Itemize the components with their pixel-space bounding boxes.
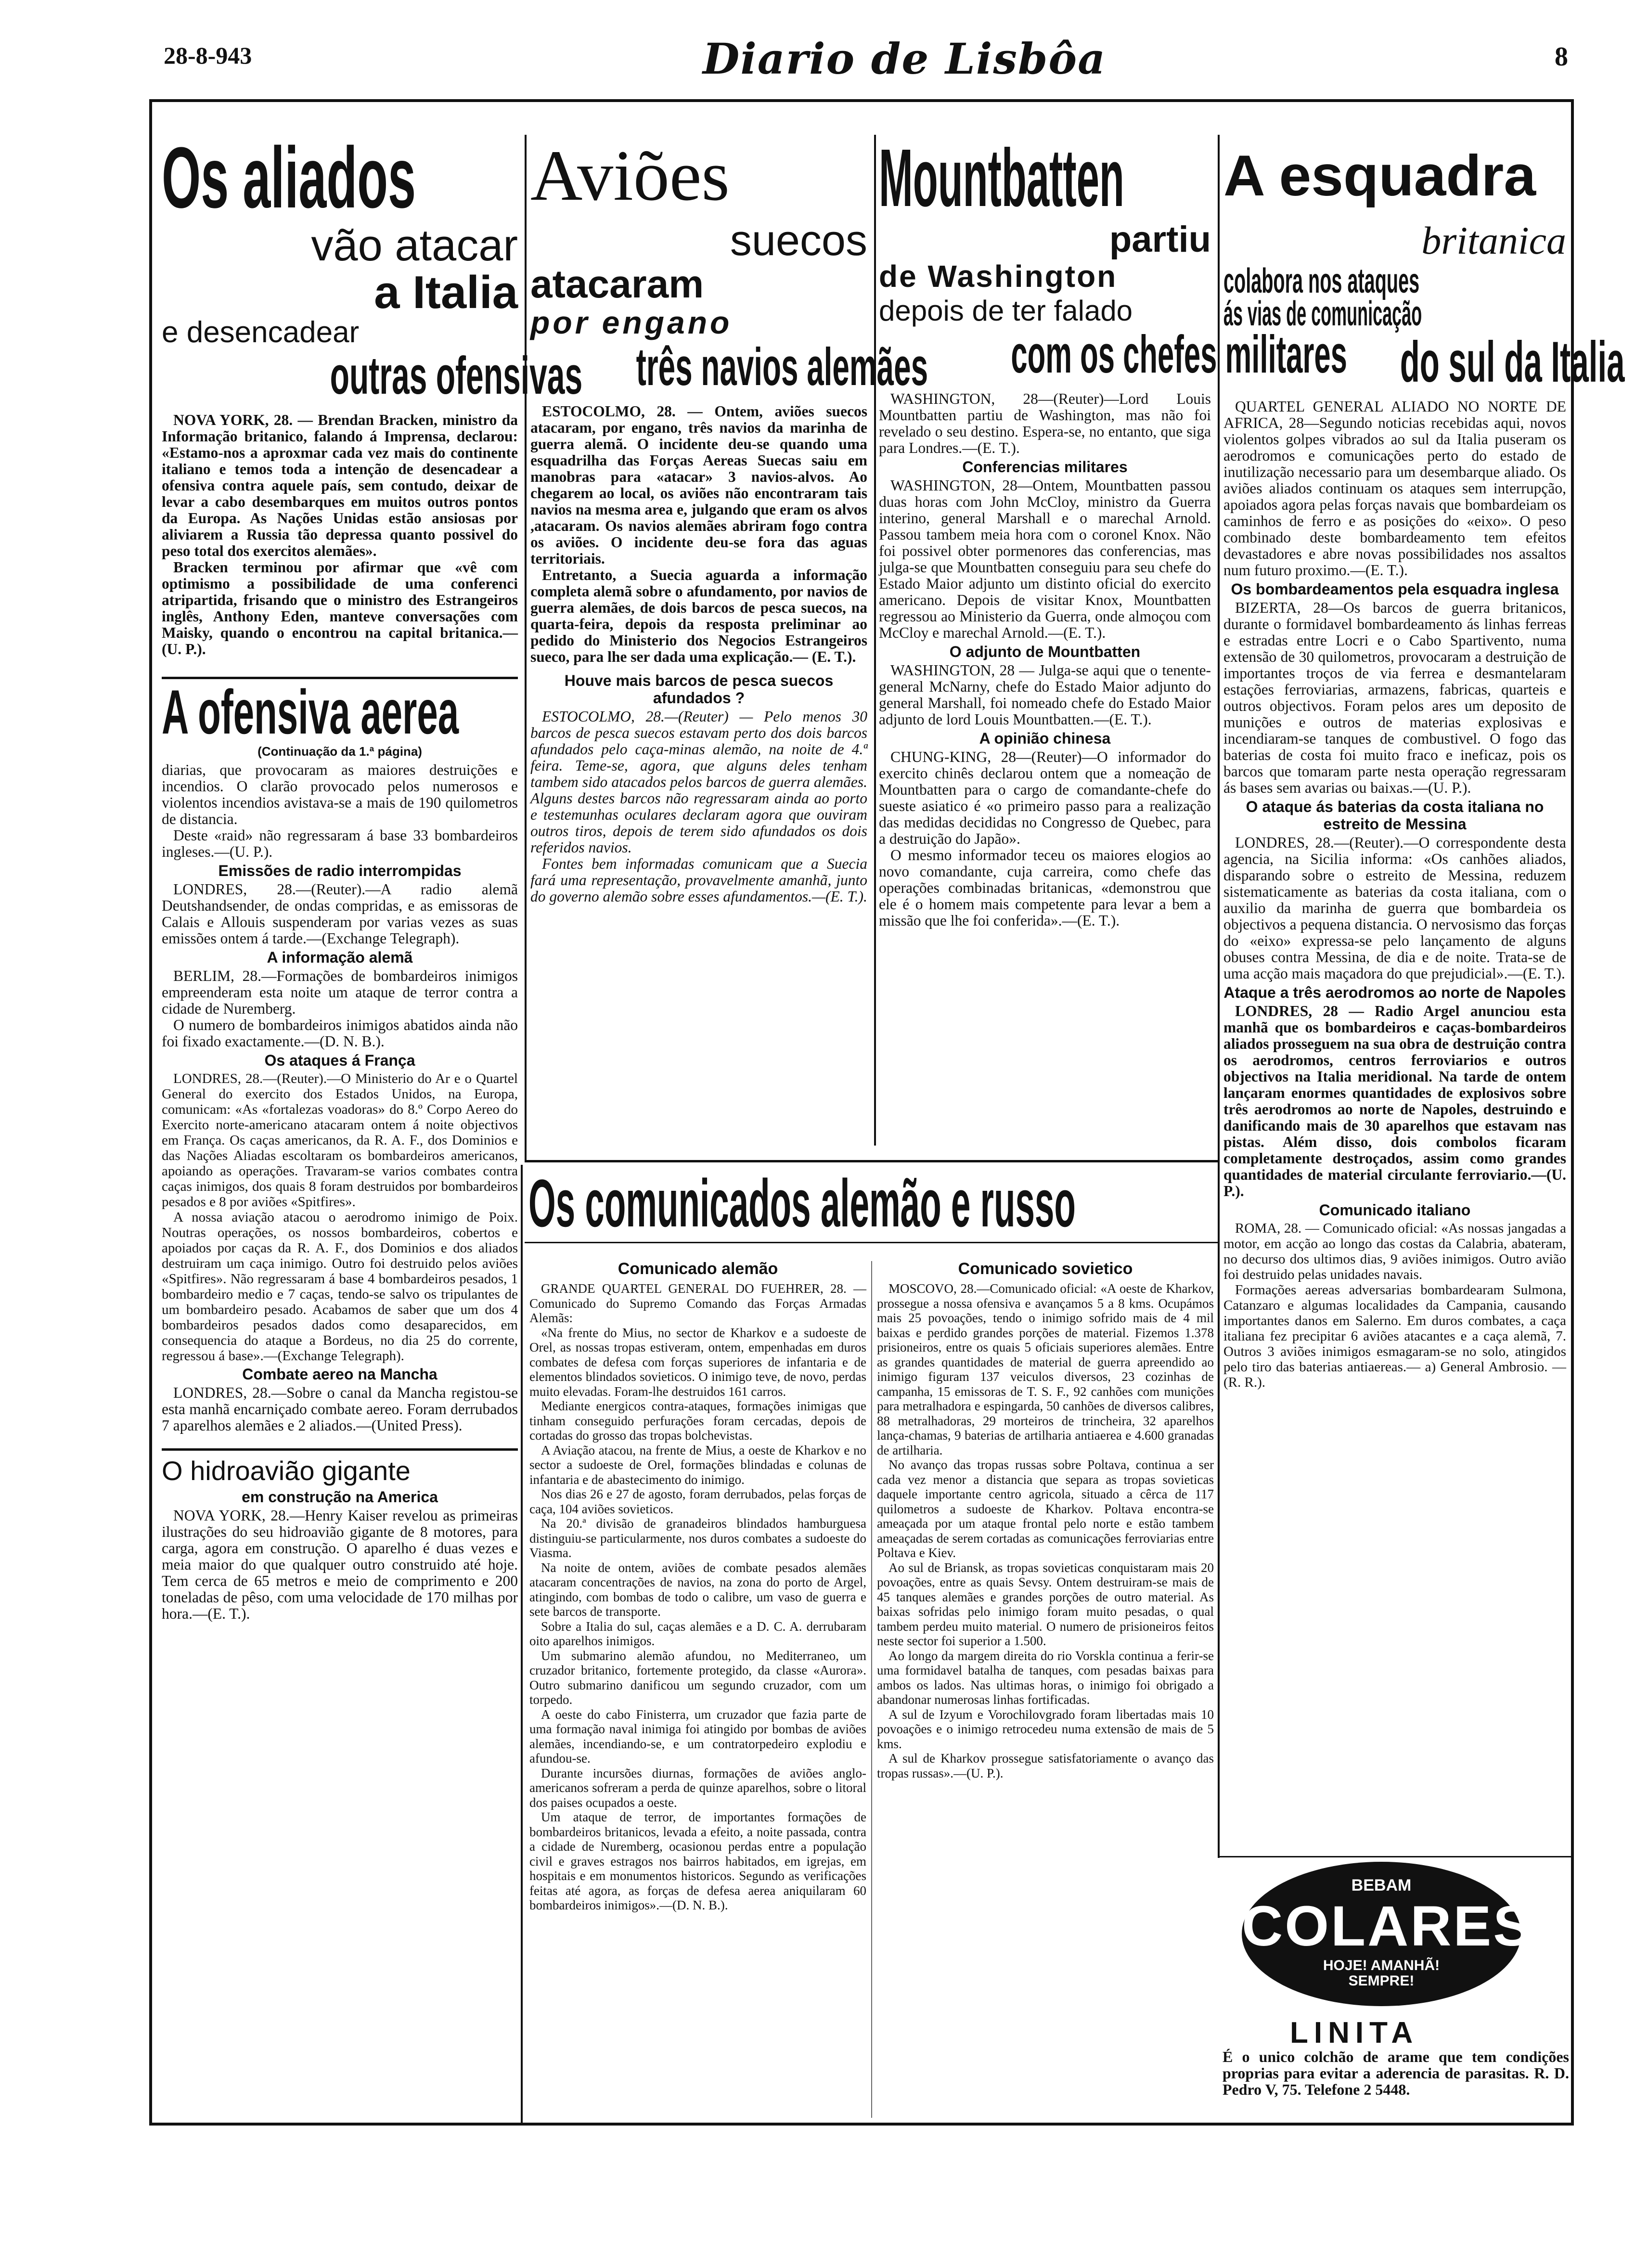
article-body: A sul de Kharkov prossegue satisfatoriamente o avanço das tropas russas».—(U. P.). — [877, 1751, 1214, 1780]
article-body: Entretanto, a Suecia aguarda a informação completa alemã sobre o afundamento, por navios de guerra alemães, de dois barcos de pesca suecos, na quarta-feira, depois da resposta preliminar ao pedido do Ministerio dos Negocios Estrangeiros sueco, para lhe ser dada uma explicação.— (E. T.). — [530, 567, 867, 665]
article-body: ROMA, 28. — Comunicado oficial: «As nossas jangadas a motor, em acção ao longo das costas da Calabria, abateram, no decurso dos ultimos dias, 9 aviões inimigos. Outro avião foi destruido pelas unidades navais. — [1223, 1221, 1566, 1282]
article-body: Ao sul de Briansk, as tropas sovieticas conquistaram mais 20 povoações, entre as quais Sevsy. Ontem destruiram-se mais de 45 tanques alemães e grandes porções de outro material. As baixas sofridas pelo inimigo foram muito pesadas, o qual tambem perdeu muito material. O numero de prisioneiros feitos neste sector foi superior a 1.500. — [877, 1560, 1214, 1648]
headline-os-aliados: Os aliados — [162, 129, 416, 226]
headline-sul-italia: do sul da Italia — [1400, 330, 1625, 394]
subheading-bombardeamentos: Os bombardeamentos pela esquadra inglesa — [1231, 580, 1559, 598]
article-body: Mediante energicos contra-ataques, formações inimigas que tinham conseguido perfurações foram cercadas, depois de cortadas do grosso das tropas bolchevistas. — [529, 1399, 866, 1443]
headline-suecos: suecos — [730, 217, 867, 265]
headline-avioes: Aviões — [530, 136, 730, 216]
headline-a-esquadra: A esquadra — [1223, 143, 1536, 208]
headline-ofensiva-aerea: A ofensiva aerea — [162, 677, 459, 747]
article-body: Nos dias 26 e 27 de agosto, foram derrubados, pelas forças de caça, 104 aviões sovieticos. — [529, 1487, 866, 1516]
linita-ad-title: LINITA — [1290, 2016, 1419, 2049]
colares-advertisement — [1242, 1862, 1533, 2006]
article-body: LONDRES, 28.—(Reuter).—A radio alemã Deutshandsender, de ondas compridas, e as emissoras de Calais e Allouis suspenderam por varias vezes as suas emissões ontem á tarde.—(Exchange Telegraph). — [162, 881, 518, 947]
article-body: ESTOCOLMO, 28.—(Reuter) — Pelo menos 30 barcos de pesca suecos estavam perto dos dois barcos afundados pelo caça-minas alemão, na noite de 4.ª feira. Teme-se, agora, que alguns deles tenham tambem sido atacados pelos barcos de guerra alemães. Alguns destes barcos não regressaram ainda ao porto e testemunhas oculares declaram agora que ouviram outros tiros, depois de terem sido afundados os dois referidos navios. — [530, 708, 867, 856]
headline-e-desencadear: e desencadear — [162, 316, 360, 349]
headline-vias-comunicacao: ás vias de comunicação — [1223, 295, 1422, 333]
headline-depois: depois de ter falado — [879, 295, 1133, 327]
article-comunicado-sovietico — [877, 1256, 1214, 2118]
headline-colabora: colabora nos ataques — [1223, 262, 1420, 300]
headline-atacaram: atacaram — [530, 262, 704, 306]
ad-slogan — [1242, 1958, 1521, 1989]
subheading-franca: Os ataques á França — [264, 1052, 415, 1069]
article-body: LONDRES, 28.—(Reuter).—O correspondente desta agencia, na Sicilia informa: «Os canhões aliados, disparando sobre o estreito de Messina, reduzem sistematicamente as baterias da costa italiana, com o auxilio da marinha de guerra que bombardeia os objectivos a pequena distancia. O nervosismo das forças do «eixo» expressa-se pelo lançamento de alguns obuses contra Messina, de dia e de noite. Trata-se de uma acção mais maçadora do que prejudicial».—(E. T.). — [1223, 834, 1566, 982]
headline-mountbatten: Mountbatten — [879, 132, 1124, 224]
article-body: Na 20.ª divisão de granadeiros blindados hamburguesa distinguiu-se particularmente, nos duros combates a sudoeste do Viasma. — [529, 1516, 866, 1560]
continuation-note: (Continuação da 1.ª página) — [258, 744, 422, 759]
article-body: Formações aereas adversarias bombardearam Sulmona, Catanzaro e algumas localidades da Campania, causando importantes danos em Salerno. Em duros combates, a caça italiana fez precipitar 6 aviões atacantes e a caça alemã, 7. Outros 3 aviões inimigos esmagaram-se no solo, atingidos pelo tiro das baterias antiaereas.— a) General Ambrosio. — (R. R.). — [1223, 1282, 1566, 1390]
column-rule — [871, 1261, 872, 2118]
article-body: Um submarino alemão afundou, no Mediterraneo, um cruzador britanico, fortemente protegido, da classe «Aurora». Outro submarino danificou um segundo cruzador, com um torpedo. — [529, 1648, 866, 1707]
article-body: ESTOCOLMO, 28. — Ontem, aviões suecos atacaram, por engano, três navios da marinha de guerra alemã. O incidente deu-se quando uma esquadrilha das Forças Aereas Suecas saiu em manobras para «atacar» 3 navios-alvos. Ao chegarem ao local, os aviões não encontraram tais navios na mesma area e, julgando que eram os alvos ,atacaram. Os navios alemães abriram fogo contra os aviões. O incidente deu-se fora das aguas territoriais. — [530, 403, 867, 567]
subheading-conferencias: Conferencias militares — [962, 458, 1128, 476]
article-body: BERLIM, 28.—Formações de bombardeiros inimigos empreenderam esta noite um ataque de terror contra a cidade de Nuremberg. — [162, 967, 518, 1017]
headline-a-italia: a Italia — [374, 267, 518, 318]
linita-ad-text: É o unico colchão de arame que tem condições proprias para evitar a aderencia de parasitas. R. D. Pedro V, 75. Telefone 2 5448. — [1223, 2048, 1569, 2098]
article-body: Bracken terminou por afirmar que «vê com optimismo a possibilidade de uma conferenci atripartida, frisando que o ministro des Estrangeiros inglês, Anthony Eden, manteve conversações com Maisky, quando o encontrou na capital britanica.— (U. P.). — [162, 559, 518, 657]
subheading-mancha: Combate aereo na Mancha — [242, 1366, 438, 1383]
subheading-aerodromos: Ataque a três aerodromos ao norte de Napoles — [1223, 984, 1566, 1001]
article-comunicado-alemao — [529, 1256, 866, 2118]
article-body: LONDRES, 28.—Sobre o canal da Mancha registou-se esta manhã encarniçado combate aereo. Foram derrubados 7 aparelhos alemães e 2 aliados.—(United Press). — [162, 1384, 518, 1434]
headline-tres-navios: três navios alemães — [636, 337, 928, 397]
article-body: diarias, que provocaram as maiores destruições e incendios. O clarão provocado pelos numerosos e violentos incendios avistava-se a mais de 190 quilometros de distancia. — [162, 761, 518, 827]
newspaper-title: Diario de Lisbôa — [703, 34, 1107, 84]
subheading-barcos-pesca: Houve mais barcos de pesca suecos afundados ? — [564, 672, 834, 707]
article-os-aliados — [162, 129, 583, 2113]
article-body: LONDRES, 28.—(Reuter).—O Ministerio do Ar e o Quartel General do exercito dos Estados Unidos, na Europa, comunicam: «As «fortalezas voadoras» do 8.º Corpo Aereo do Exercito norte-americano atacaram ontem á noite objectivos em França. Os caças americanos, da R. A. F., dos Dominios e das Nações Aliadas escoltaram os bombardeiros americanos, apoiando as operações. Travaram-se varios combates contra caças inimigos, dos quais 8 foram destruidos por bombardeiros pesados e 8 por aviões «Spitfires». — [162, 1071, 518, 1210]
section-rule — [525, 1242, 1220, 1243]
article-body: A sul de Izyum e Vorochilovgrado foram libertadas mais 10 povoações e o inimigo retrocedeu numa extensão de mais de 5 kms. — [877, 1707, 1214, 1751]
issue-date: 28-8-943 — [164, 42, 252, 69]
article-body: Durante incursões diurnas, formações de aviões anglo-americanos sofreram a perda de quinze aparelhos, sobre o litoral dos paises ocupados a oeste. — [529, 1765, 866, 1810]
article-body: QUARTEL GENERAL ALIADO NO NORTE DE AFRICA, 28—Segundo noticias recebidas aqui, novos violentos golpes vibrados ao sul da Italia puseram os aerodromos e comunicações perto do estado de inutilização necessario para um desembarque aliado. Os aviões aliados continuam os ataques sem interrupção, apoiados agora pelas forças navais que bombardeiam os caminhos de ferro e as posições do «eixo». O peso combinado deste bombardeamento tem efeitos devastadores e abre novas possibilidades nos assaltos num futuro proximo.—(E. T.). — [1223, 398, 1566, 579]
headline-chefes-militares: com os chefes militares — [1011, 325, 1347, 384]
article-body: NOVA YORK, 28.—Henry Kaiser revelou as primeiras ilustrações do seu hidroavião gigante de 8 motores, para carga, agora em construção. O aparelho é duas vezes e meia maior do que qualquer outro construido até hoje. Tem cerca de 65 metros e meio de comprimento e 200 toneladas de pêso, com uma velocidade de 170 milhas por hora.—(E. T.). — [162, 1507, 518, 1622]
column-rule — [521, 1165, 523, 2123]
headline-partiu: partiu — [1109, 219, 1211, 260]
headline-por-engano: por engano — [530, 305, 733, 340]
section-rule — [525, 1160, 1220, 1162]
headline-vao-atacar: vão atacar — [311, 221, 518, 270]
article-body: Ao longo da margem direita do rio Vorskla continua a ferir-se uma formidavel batalha de tanques, com pesadas baixas para ambos os lados. Nas ultimas horas, o inimigo foi obrigado a abandonar numerosas linhas fortificadas. — [877, 1648, 1214, 1707]
article-body: NOVA YORK, 28. — Brendan Bracken, ministro da Informação britanico, falando á Imprensa, declarou: «Estamo-nos a aproxmar cada vez mais do continente italiano e temos toda a intenção de desencadear a ofensiva contra aquele país, sem contudo, deixar de levar a cabo desembarques em muitos outros pontos da Europa. As Nações Unidas estão ansiosas por aliviarem a Russia tão depressa quanto possivel do peso total dos exercitos alemães». — [162, 412, 518, 559]
article-body: Um ataque de terror, de importantes formações de bombardeiros britanicos, levada a efeito, a noite passada, contra a cidade de Nuremberg, ocasionou perdas entre a população civil e graves estragos nos bairros habitados, em igrejas, em hospitais e em monumentos historicos. Segundo as verificações feitas até agora, as forças de defesa aerea aniquilaram 60 bombardeiros inimigos».—(D. N. B.). — [529, 1810, 866, 1912]
article-body: A Aviação atacou, na frente de Mius, a oeste de Kharkov e no sector a sudoeste de Orel, formações blindadas e colunas de infantaria e de abastecimento do inimigo. — [529, 1443, 866, 1487]
subheading-hidroaviao: em construção na America — [242, 1488, 438, 1506]
headline-hidroaviao: O hidroavião gigante — [162, 1456, 411, 1486]
subheading-comunicado-italiano: Comunicado italiano — [1319, 1201, 1471, 1219]
subheading-baterias-costa: O ataque ás baterias da costa italiana no estreito de Messina — [1246, 798, 1544, 833]
article-body: MOSCOVO, 28.—Comunicado oficial: «A oeste de Kharkov, prossegue a nossa ofensiva e avançamos 5 a 8 kms. Ocupámos mais 25 povoações, tendo o inimigo sofrido mais de 4 mil baixas e perdido grandes porções de material. Fizemos 1.378 prisioneiros, entre os quais 5 oficiais superiores alemães. Entre as grandes quantidades de material de guerra apreendido ao inimigo figuram 137 veiculos diversos, 23 cozinhas de campanha, 15 emissoras de T. S. F., 92 canhões com munições para metralhadora e espingarda, 50 canhões de diversos calibres, 88 metralhadoras, 29 morteiros de trincheira, 32 aparelhos lança-chamas, 9 baterias de artilharia antiaerea e 4.600 granadas de artilharia. — [877, 1281, 1214, 1457]
subheading-comunicado-sovietico: Comunicado sovietico — [958, 1260, 1133, 1278]
column-rule — [874, 135, 876, 1146]
headline-outras-ofensivas: outras ofensivas — [330, 346, 583, 405]
subheading-comunicado-alemao: Comunicado alemão — [618, 1260, 778, 1278]
column-rule — [1218, 135, 1220, 1858]
article-body: WASHINGTON, 28 — Julga-se aqui que o tenente-general McNarny, chefe do Estado Maior adjunto do general Marshall, foi nomeado chefe do Estado Maior adjunto de lord Louis Mountbatten.—(E. T.). — [879, 662, 1211, 728]
section-rule — [1218, 1856, 1571, 1857]
article-body: BIZERTA, 28—Os barcos de guerra britanicos, durante o formidavel bombardeamento ás linhas ferreas e estradas entre Locri e o Cabo Spartivento, numa extensão de 30 quilometros, provocaram a destruição de importantes troços de via ferrea e desmantelaram estações ferroviarias, armazens, fabricas, quarteis e outros objectivos. Foram pelos ares um deposito de munições e outros de materias explosivas e incendiaram-se tanques de combustivel. O fogo das baterias de costa foi muito fraco e ineficaz, pois os barcos que tomaram parte nesta operação regressaram ás bases sem avarias ou baixas.—(U. P.). — [1223, 599, 1566, 796]
article-avioes-suecos — [530, 136, 928, 1155]
page-number: 8 — [1555, 42, 1568, 72]
ad-bebam-text: BEBAM — [1351, 1876, 1412, 1894]
article-body: «Na frente do Mius, no sector de Kharkov e a sudoeste de Orel, as nossas tropas estiveram, ontem, empenhadas em duros combates de defesa com forças superiores de infantaria e de elementos blindados sovieticos. O inimigo teve, de novo, perdas muito elevadas. Foram-lhe destruidos 161 carros. — [529, 1325, 866, 1399]
article-body: GRANDE QUARTEL GENERAL DO FUEHRER, 28. — Comunicado do Supremo Comando das Forças Armadas Alemãs: — [529, 1281, 866, 1325]
ad-slogan-line: SEMPRE! — [1348, 1973, 1415, 1989]
article-body: A oeste do cabo Finisterra, um cruzador que fazia parte de uma formação naval inimiga foi atingido por bombas de aviões alemães, incendiando-se, e um contratorpedeiro explodiu e afundou-se. — [529, 1707, 866, 1765]
headline-de-washington: de Washington — [879, 259, 1118, 294]
headline-comunicados: Os comunicados alemão e russo — [528, 1165, 1076, 1241]
article-body: Deste «raid» não regressaram á base 33 bombardeiros ingleses.—(U. P.). — [162, 827, 518, 860]
article-body: WASHINGTON, 28—Ontem, Mountbatten passou duas horas com John McCloy, ministro da Guerra interino, general Marshall e o marechal Arnold. Passou tambem meia hora com o coronel Knox. Não foi possivel obter pormenores das conferencias, mas julga-se que Mountbatten conseguiu para seu chefe do Estado Maior adjunto um distinto oficial do exercito americano. Depois de visitar Knox, Mountbatten regressou ao Ministerio da Guerra, onde almoçou com McCloy e marechal Arnold.—(E. T.). — [879, 477, 1211, 641]
subheading-opiniao-chinesa: A opinião chinesa — [979, 730, 1111, 747]
subheading-radio: Emissões de radio interrompidas — [218, 862, 462, 879]
column-rule — [525, 135, 527, 1160]
subheading-adjunto: O adjunto de Mountbatten — [949, 643, 1141, 660]
article-body: CHUNG-KING, 28—(Reuter)—O informador do exercito chinês declarou ontem que a nomeação de Mountbatten para o cargo de comandante-chefe do sueste asiatico é «o primeiro passo para a realização das medidas decididas no Congresso de Quebec, para a destruição do Japão». — [879, 748, 1211, 847]
article-body: Na noite de ontem, aviões de combate pesados alemães atacaram concentrações de navios, na zona do porto de Argel, atingindo, com bombas de todo o calibre, um vaso de guerra e sete barcos de transporte. — [529, 1560, 866, 1619]
article-body: LONDRES, 28 — Radio Argel anunciou esta manhã que os bombardeiros e caças-bombardeiros aliados prosseguem na sua obra de destruição contra os aerodromos, centros ferroviarios e outros objectivos na Italia meridional. Na tarde de ontem lançaram enormes quantidades de explosivos sobre três aerodromos ao norte de Napoles, destruindo e danificando mais de 30 aparelhos que estavam nas pistas. Além disso, dois combolos ficaram completamente destroçados, assim como grandes quantidades de material circulante ferroviario.—(U. P.). — [1223, 1003, 1566, 1199]
headline-britanica: britanica — [1421, 219, 1566, 262]
ad-slogan-line: HOJE! AMANHÃ! — [1323, 1958, 1440, 1973]
subheading-info-alema: A informação alemã — [267, 949, 413, 966]
article-body: O numero de bombardeiros inimigos abatidos ainda não foi fixado exactamente.—(D. N. B.). — [162, 1017, 518, 1050]
article-esquadra-britanica — [1223, 140, 1625, 1853]
article-body: Sobre a Italia do sul, caças alemães e a D. C. A. derrubaram oito aparelhos inimigos. — [529, 1619, 866, 1648]
ad-colares-brand: COLARES — [1242, 1894, 1533, 1958]
article-body: O mesmo informador teceu os maiores elogios ao novo comandante, cuja carreira, como chefe das operações combinadas britanicas, «demonstrou que ele é o homem mais competente para levar a bem a missão que lhe foi conferida».—(E. T.). — [879, 847, 1211, 929]
article-body: A nossa aviação atacou o aerodromo inimigo de Poix. Noutras operações, os nossos bombardeiros, cobertos e apoiados por caças da R. A. F., dos Dominios e dos aliados destruiram um caça inimigo. Outro foi destruido pelos aviões «Spitfires». Não regressaram á base 4 bombardeiros pesados, 1 bombardeiro medio e 7 caças, tendo-se salvo os tripulantes de um bombardeiro pesado. Acabamos de saber que um dos 4 bombardeiros pesados dados como desaparecidos, em consequencia do ataque a Bordeus, no dia 25 do corrente, regressou á base».—(Exchange Telegraph). — [162, 1210, 518, 1364]
article-body: WASHINGTON, 28—(Reuter)—Lord Louis Mountbatten partiu de Washington, mas não foi revelado o seu destino. Espera-se, no entanto, que siga para Londres.—(E. T.). — [879, 390, 1211, 456]
headline-comunicados-wrap — [528, 1165, 1212, 1241]
article-body: Fontes bem informadas comunicam que a Suecia fará uma representação, provavelmente amanhã, junto do governo alemão sobre esses afundamentos.—(E. T.). — [530, 855, 867, 905]
article-body: No avanço das tropas russas sobre Poltava, continua a ser cada vez menor a distancia que separa as tropas sovieticas daquele importante centro agricola, situado a cêrca de 117 quilometros a sudoeste de Kharkov. Poltava encontra-se ameaçada por um ataque frontal pelo norte e estão tambem ameaçadas de serem cortadas as comunicações ferroviarias entre Poltava e Kiev. — [877, 1457, 1214, 1560]
